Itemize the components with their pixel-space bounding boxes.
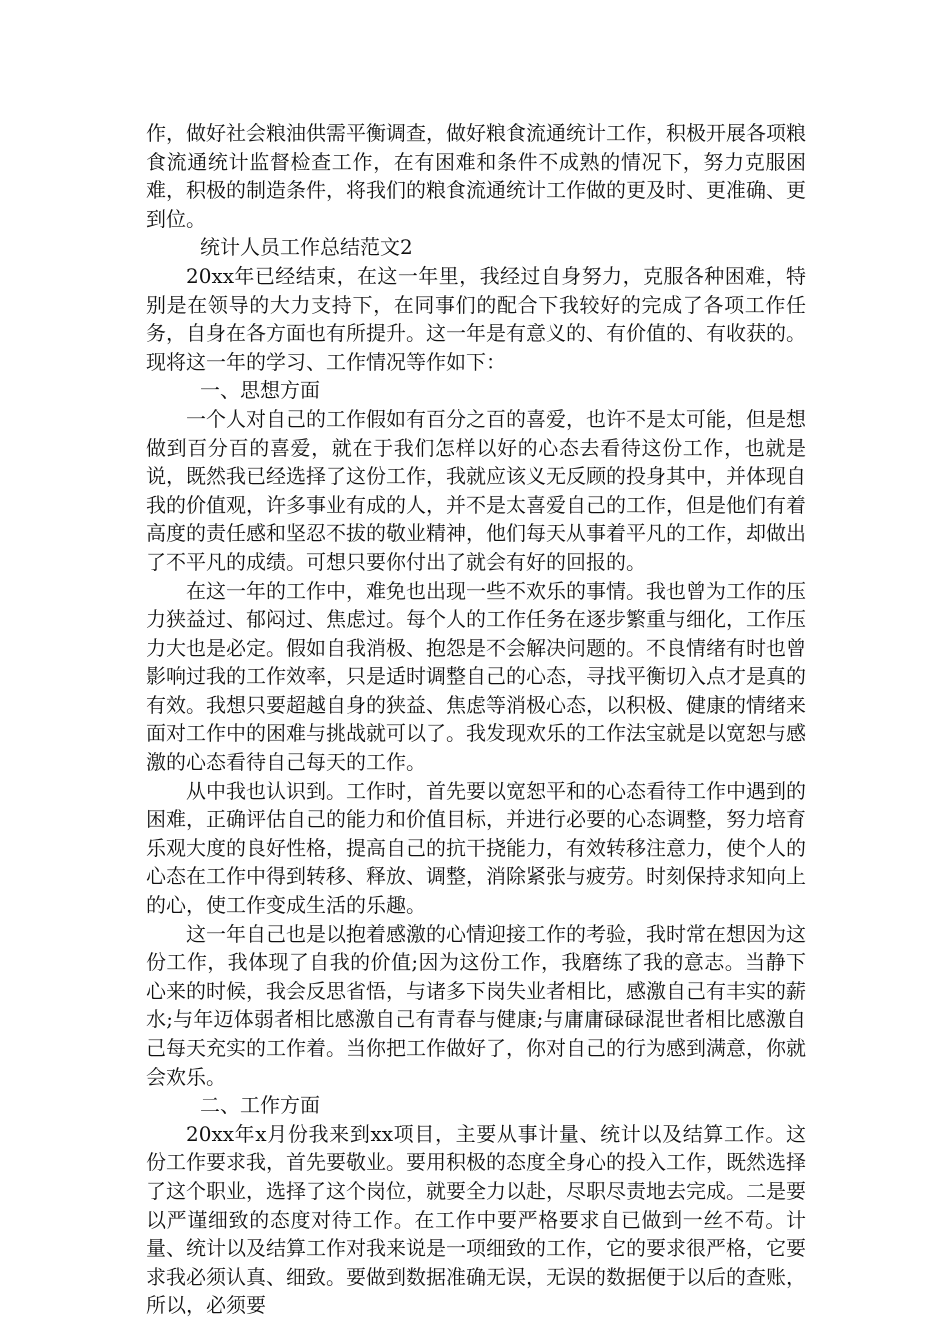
paragraph-body: 20xx年x月份我来到xx项目，主要从事计量、统计以及结算工作。这份工作要求我，首先要敬业。要用积极的态度全身心的投入工作，既然选择了这个职业，选择了这个岗位，就要全力以赴，尽职尽责地去完成。二是要以严谨细致的态度对待工作。在工作中要严格要求自已做到一丝不苟。计量、统计以及结算工作对我来说是一项细致的工作，它的要求很严格，它要求我必须认真、细致。要做到数据准确无误，无误的数据便于以后的查账，所以，必须要: [146, 1121, 806, 1318]
paragraph-continuation: 作，做好社会粮油供需平衡调查，做好粮食流通统计工作，积极开展各项粮食流通统计监督检查工作，在有困难和条件不成熟的情况下，努力克服困难，积极的制造条件，将我们的粮食流通统计工作做的更及时、更准确、更到位。: [146, 121, 806, 231]
section-title: 统计人员工作总结范文2: [200, 235, 413, 260]
document-page: [146, 119, 806, 1320]
heading-thinking: 一、思想方面: [200, 378, 320, 403]
heading-work: 二、工作方面: [200, 1093, 320, 1118]
paragraph-body: 一个人对自己的工作假如有百分之百的喜爱，也许不是太可能，但是想做到百分百的喜爱，就在于我们怎样以好的心态去看待这份工作，也就是说，既然我已经选择了这份工作，我就应该义无反顾的投身其中，并体现自我的价值观，许多事业有成的人，并不是太喜爱自己的工作，但是他们有着高度的责任感和坚忍不拔的敬业精神，他们每天从事着平凡的工作，却做出了不平凡的成绩。可想只要你付出了就会有好的回报的。: [146, 406, 806, 574]
paragraph-body: 这一年自己也是以抱着感激的心情迎接工作的考验，我时常在想因为这份工作，我体现了自我的价值;因为这份工作，我磨练了我的意志。当静下心来的时候，我会反思省悟，与诸多下岗失业者相比，感激自己有丰实的薪水;与年迈体弱者相比感激自己有青春与健康;与庸庸碌碌混世者相比感激自己每天充实的工作着。当你把工作做好了，你对自己的行为感到满意，你就会欢乐。: [146, 921, 806, 1089]
paragraph-intro: 20xx年已经结束，在这一年里，我经过自身努力，克服各种困难，特别是在领导的大力支持下，在同事们的配合下我较好的完成了各项工作任务，自身在各方面也有所提升。这一年是有意义的、有价值的、有收获的。现将这一年的学习、工作情况等作如下：: [146, 263, 806, 374]
paragraph-body: 在这一年的工作中，难免也出现一些不欢乐的事情。我也曾为工作的压力狭益过、郁闷过、焦虑过。每个人的工作任务在逐步繁重与细化，工作压力大也是必定。假如自我消极、抱怨是不会解决问题的。不良情绪有时也曾影响过我的工作效率，只是适时调整自己的心态，寻找平衡切入点才是真的有效。我想只要超越自身的狭益、焦虑等消极心态，以积极、健康的情绪来面对工作中的困难与挑战就可以了。我发现欢乐的工作法宝就是以宽恕与感激的心态看待自己每天的工作。: [146, 578, 806, 775]
paragraph-body: 从中我也认识到。工作时，首先要以宽恕平和的心态看待工作中遇到的困难，正确评估自己的能力和价值目标，并进行必要的心态调整，努力培育乐观大度的良好性格，提高自己的抗干挠能力，有效转移注意力，使个人的心态在工作中得到转移、释放、调整，消除紧张与疲劳。时刻保持求知向上的心，使工作变成生活的乐趣。: [146, 778, 806, 918]
